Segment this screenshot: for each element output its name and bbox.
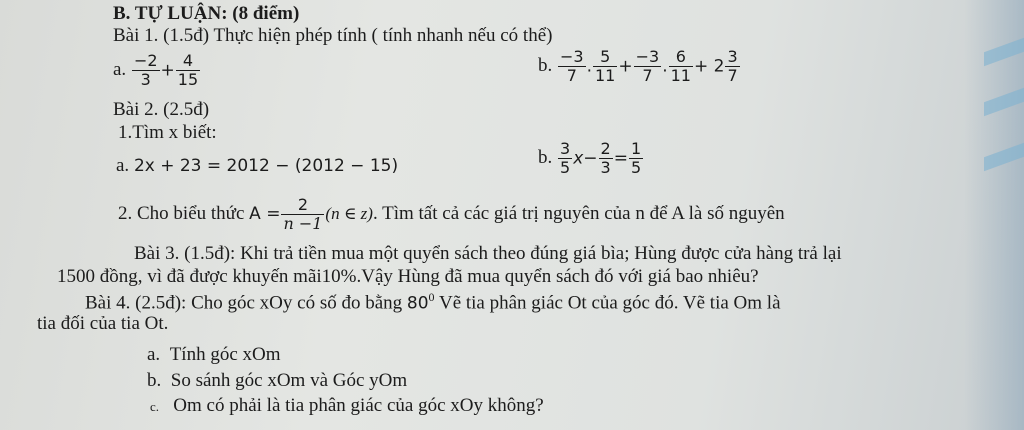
denominator: 7 [566,66,577,85]
numerator: 2 [281,196,324,215]
operator: + [618,56,633,77]
fraction [669,48,693,85]
operator: . [662,56,668,77]
operator: = [613,148,628,169]
denominator: 15 [177,70,199,89]
bai2-question2 [118,196,785,233]
fraction [629,140,643,177]
denominator: 5 [560,158,571,177]
fraction [634,48,662,85]
denominator: 7 [727,66,738,85]
numerator: 5 [593,48,617,67]
bai4-pre: Bài 4. (2.5đ): Cho góc xOy có số đo bằng [85,292,403,314]
fraction [558,140,572,177]
fraction [176,52,200,89]
fraction [558,48,586,85]
denominator: n −1 [283,214,323,233]
numerator: −3 [635,47,660,66]
bai2-heading: Bài 2. (2.5đ) [113,99,210,120]
fraction [725,48,739,85]
label: a. [113,58,127,80]
bai3-line2: 1500 đồng, vì đã được khuyến mãi10%.Vậy Hùng đã mua quyển sách đó với giá bao nhiêu? [57,266,759,287]
label: b. [538,146,553,168]
bai1-heading: Bài 1. (1.5đ) Thực hiện phép tính ( tính nhanh nếu có thể) [113,25,553,46]
bai4-line1 [85,290,781,314]
fraction [281,196,324,233]
q2-post: . Tìm tất cả các giá trị nguyên của n để A là số nguyên [372,202,785,224]
page-edge-shadow [964,0,1024,430]
numerator: 2 [600,139,611,158]
numerator: 3 [727,47,738,66]
denominator: 7 [642,66,653,85]
bai1-a [113,52,201,89]
variable: x [573,148,584,169]
bai4-b [147,370,407,392]
denominator: 11 [670,66,691,85]
bai2-b [538,140,644,177]
numerator: 1 [630,139,642,158]
bai1-b [538,48,741,85]
q2-pre: 2. Cho biểu thức [118,202,245,224]
label: b. [538,54,553,76]
label: c. [150,399,160,414]
bai4-line2: tia đối của tia Ot. [37,313,169,334]
numerator: −2 [133,51,158,70]
bai2-sub1: 1.Tìm x biết: [118,122,217,143]
denominator: 3 [600,158,611,177]
bai4-c [150,395,544,417]
angle-value: 80 [406,293,429,314]
label: a. [116,155,130,176]
operator: + [160,60,175,81]
text: Tính góc xOm [169,344,281,365]
equation: 2x + 23 = 2012 − (2012 − 15) [133,156,399,176]
numerator: 3 [560,139,571,158]
numerator: 4 [176,52,200,71]
label: b. [147,370,162,391]
operator: . [586,56,592,77]
text: So sánh góc xOm và Góc yOm [170,370,408,391]
section-title: B. TỰ LUẬN: (8 điểm) [113,3,300,24]
operator: + 2 [693,56,725,77]
fraction [132,52,160,89]
numerator: −3 [560,47,584,66]
bai4-a [147,344,281,366]
denominator: 3 [140,70,151,89]
denominator: 5 [630,158,642,177]
bai2-a [116,155,398,177]
fraction [599,140,613,177]
bai3-line1: Bài 3. (1.5đ): Khi trả tiền mua một quyển sách theo đúng giá bìa; Hùng được cửa hàng trả lại [134,243,842,264]
q2-condition: (n ∈ z) [325,203,373,223]
bai4-post: Vẽ tia phân giác Ot của góc đó. Vẽ tia Om là [438,292,781,314]
numerator: 6 [669,48,693,67]
q2-A: A = [249,203,281,224]
text: Om có phải là tia phân giác của góc xOy không? [173,395,544,416]
label: a. [147,344,161,365]
denominator: 11 [595,66,616,85]
degree-sign: 0 [428,290,435,304]
operator: − [583,148,598,169]
fraction [593,48,617,85]
